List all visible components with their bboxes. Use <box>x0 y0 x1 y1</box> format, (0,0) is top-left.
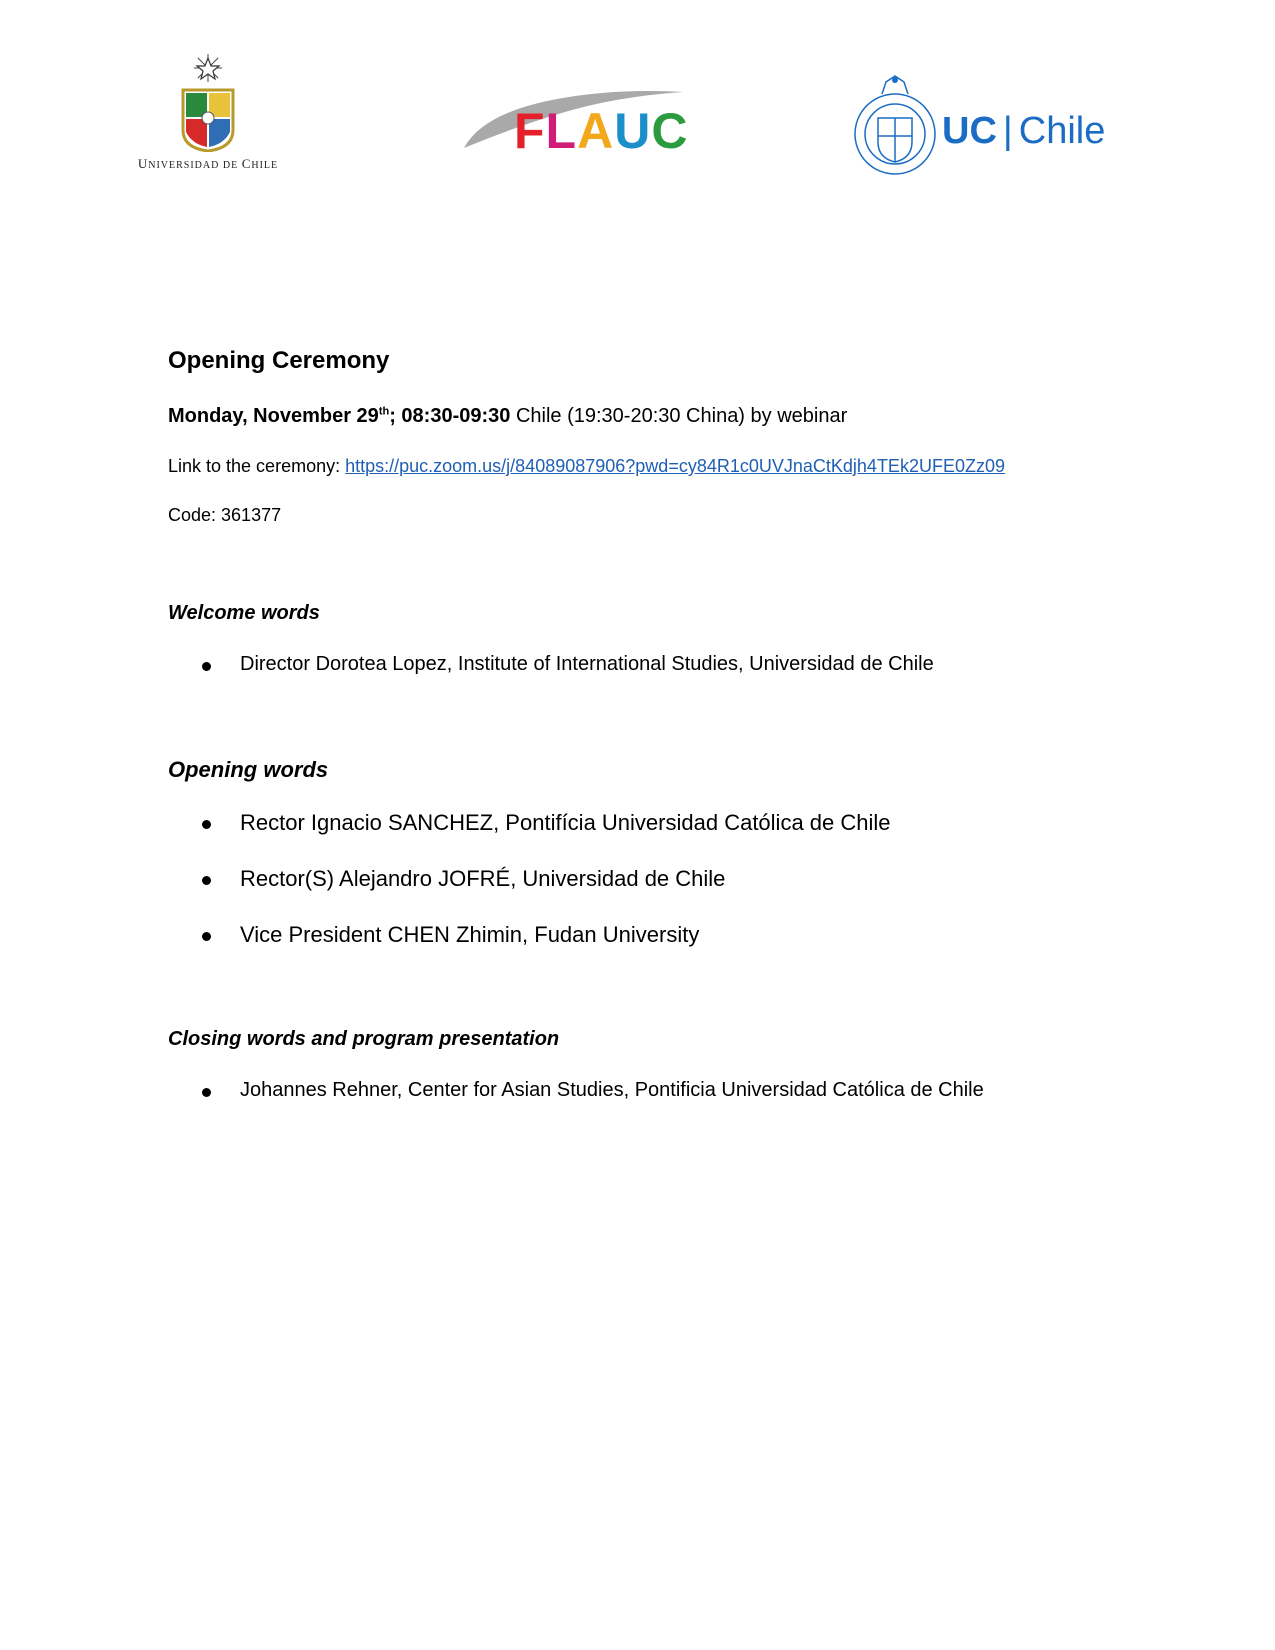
page-title: Opening Ceremony <box>168 347 390 374</box>
closing-words-heading: Closing words and program presentation <box>168 1028 560 1050</box>
closing-words-list <box>202 1079 984 1105</box>
ceremony-link-line: Link to the ceremony: https://puc.zoom.us/j/84089087906?pwd=cy84R1c0UVJnaCtKdjh4TEk2UFE0Zz09 <box>168 456 1005 476</box>
meeting-code: Code: 361377 <box>168 505 282 525</box>
welcome-words-heading: Welcome words <box>168 602 320 624</box>
opening-words-list <box>202 810 891 978</box>
flauc-wordmark: FLAUC <box>514 103 689 159</box>
universidad-de-chile-logo <box>126 52 290 176</box>
ceremony-zoom-link[interactable]: https://puc.zoom.us/j/84089087906?pwd=cy84R1c0UVJnaCtKdjh4TEk2UFE0Zz09 <box>345 456 1005 476</box>
list-item: Rector(S) Alejandro JOFRÉ, Universidad de Chile <box>202 866 891 922</box>
list-item: Vice President CHEN Zhimin, Fudan University <box>202 922 891 978</box>
list-item: Director Dorotea Lopez, Institute of International Studies, Universidad de Chile <box>202 653 934 679</box>
list-item: Johannes Rehner, Center for Asian Studies, Pontificia Universidad Católica de Chile <box>202 1079 984 1105</box>
uchile-crest-icon <box>126 52 290 152</box>
uc-chile-wordmark: UC | Chile <box>942 110 1106 152</box>
opening-words-heading: Opening words <box>168 757 329 782</box>
uc-chile-logo <box>852 72 1122 180</box>
uchile-caption: UNIVERSIDAD DE CHILE <box>137 156 279 171</box>
date-time-line: Monday, November 29th; 08:30-09:30 Chile (19:30-20:30 China) by webinar <box>168 405 848 427</box>
flauc-logo <box>462 86 688 166</box>
uc-seal-icon <box>852 72 938 180</box>
list-item: Rector Ignacio SANCHEZ, Pontifícia Universidad Católica de Chile <box>202 810 891 866</box>
welcome-words-list <box>202 653 934 679</box>
